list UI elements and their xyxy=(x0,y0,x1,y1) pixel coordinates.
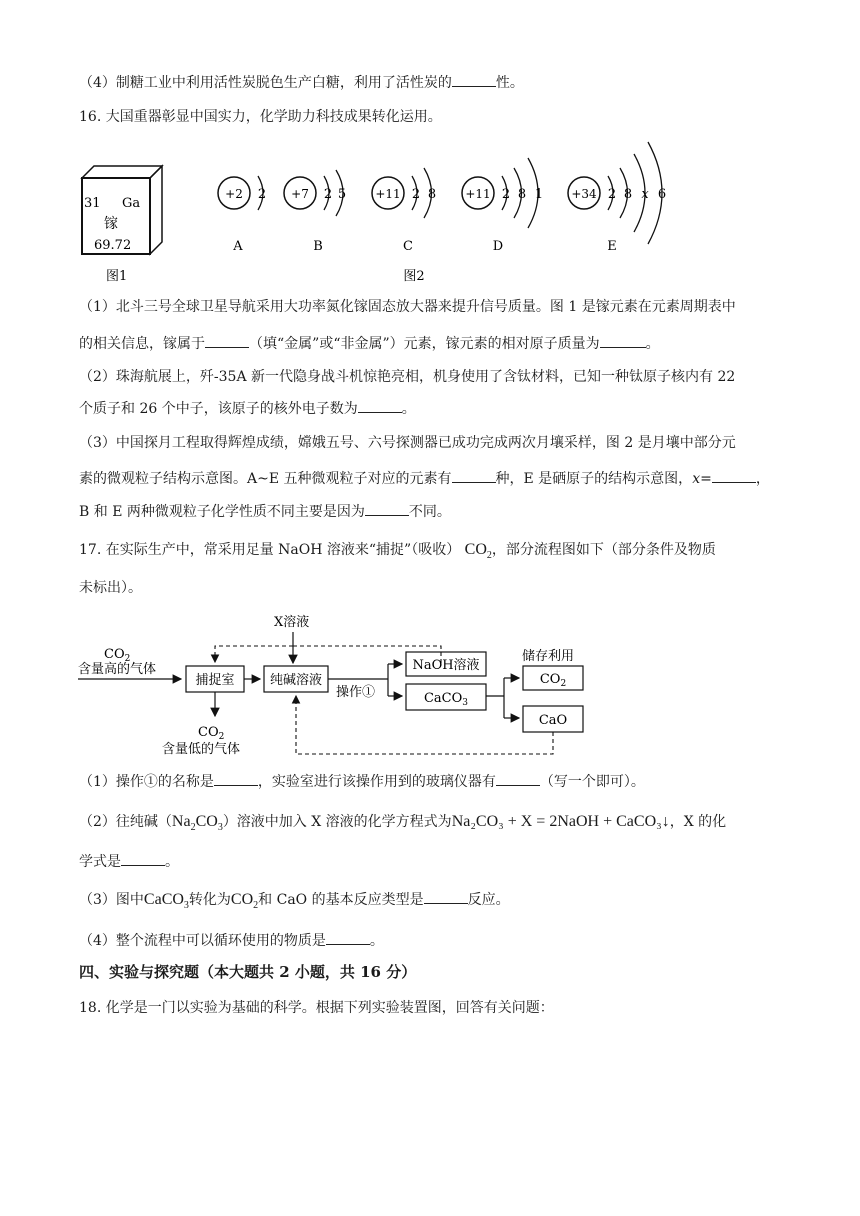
formula-caco3: CaCO$_3$ xyxy=(143,891,189,912)
naoh-solution-label: NaOH溶液 xyxy=(412,658,480,673)
text: 转化为 xyxy=(188,892,231,908)
element-number: 31 xyxy=(84,196,101,211)
answer-blank[interactable] xyxy=(214,771,258,786)
caco3-label: CaCO$_3$ xyxy=(423,691,469,708)
atom-b-label: B xyxy=(313,239,323,254)
text: （填“金属”或“非金属”）元素，镓元素的相对原子质量为 xyxy=(249,336,600,352)
text: ，部分流程图如下（部分条件及物质 xyxy=(491,542,716,558)
atom-d-shell-2: 8 xyxy=(517,187,527,202)
answer-blank[interactable] xyxy=(121,851,165,866)
formula-na2co3: $Na_2CO_3$ xyxy=(171,813,223,834)
variable-x: x xyxy=(692,471,701,487)
fig2-caption: 图2 xyxy=(403,269,425,284)
q16-part1-line1: （1）北斗三号全球卫星导航采用大功率氮化镓固态放大器来提升信号质量。图 1 是镓元素在元素周期表中 xyxy=(79,299,736,315)
answer-blank[interactable] xyxy=(452,72,496,87)
atom-e-label: E xyxy=(607,239,617,254)
atom-d-nucleus: +11 xyxy=(465,187,491,201)
answer-blank[interactable] xyxy=(205,333,249,348)
atom-a-nucleus: +2 xyxy=(225,187,243,201)
cao-box-label: CaO xyxy=(538,713,568,728)
atom-e-shell-2: 8 xyxy=(623,187,633,202)
answer-blank[interactable] xyxy=(452,468,496,483)
atom-e-nucleus: +34 xyxy=(571,187,597,201)
q16-figures xyxy=(70,138,690,288)
atom-d-shell-1: 2 xyxy=(501,187,511,202)
q17-part3 xyxy=(79,889,510,916)
text: Na xyxy=(171,813,191,830)
atom-c-label: C xyxy=(403,239,413,254)
storage-label: 储存利用 xyxy=(522,649,575,664)
atom-c-nucleus: +11 xyxy=(375,187,401,201)
text: ，X 的化 xyxy=(669,814,727,830)
text: 的相关信息，镓属于 xyxy=(79,336,205,352)
q15-part4 xyxy=(79,72,524,93)
atom-d-label: D xyxy=(492,239,504,254)
text: ， xyxy=(755,471,770,487)
answer-blank[interactable] xyxy=(326,930,370,945)
atom-b-shell-1: 2 xyxy=(323,187,333,202)
atom-a xyxy=(218,176,266,254)
answer-blank[interactable] xyxy=(358,398,402,413)
text: 反应。 xyxy=(467,892,510,908)
atom-c-shell-2: 8 xyxy=(427,187,437,202)
answer-blank[interactable] xyxy=(600,333,646,348)
atom-c xyxy=(372,168,436,254)
q17-part2-line1 xyxy=(79,812,726,838)
input-co2: $CO_2$ xyxy=(104,647,131,664)
text: ）溶液中加入 X 溶液的化学方程式为 xyxy=(222,814,452,830)
text: 不同。 xyxy=(408,504,451,520)
equation: Na₂CO₃ + X = 2NaOH + CaCO₃↓ xyxy=(451,813,670,830)
formula-co2: $CO_2$ xyxy=(230,891,259,912)
q16-part1-line2 xyxy=(79,333,660,354)
q16-part3-line2 xyxy=(79,468,770,489)
text: CO xyxy=(230,891,254,908)
text: （3）图中 xyxy=(79,892,144,908)
atom-d-shell-3: 1 xyxy=(534,187,544,202)
text: 个质子和 26 个中子，该原子的核外电子数为 xyxy=(79,401,358,417)
atom-b-nucleus: +7 xyxy=(291,187,309,201)
atom-b-shell-2: 5 xyxy=(337,187,347,202)
section-4-heading: 四、实验与探究题（本大题共 2 小题，共 16 分） xyxy=(79,963,417,981)
answer-blank[interactable] xyxy=(424,889,468,904)
atom-a-label: A xyxy=(233,239,243,254)
element-mass: 69.72 xyxy=(94,238,132,253)
q17-stem-line1 xyxy=(79,540,716,566)
text: CO xyxy=(195,813,218,830)
atom-b xyxy=(284,170,346,254)
atom-c-shell-1: 2 xyxy=(411,187,421,202)
text: 种，E 是硒原子的结构示意图， xyxy=(495,471,693,487)
q16-part3-line3 xyxy=(79,501,451,522)
text: ，实验室进行该操作用到的玻璃仪器有 xyxy=(257,774,496,790)
atom-e-shell-1: 2 xyxy=(607,187,617,202)
q16-part2-line1: （2）珠海航展上，歼-35A 新一代隐身战斗机惊艳亮相，机身使用了含钛材料，已知一种钛原子核内有 22 xyxy=(79,369,736,385)
fig1-caption: 图1 xyxy=(106,269,128,284)
q16-stem: 16. 大国重器彰显中国实力，化学助力科技成果转化运用。 xyxy=(79,109,442,125)
text: 素的微观粒子结构示意图。A~E 五种微观粒子对应的元素有 xyxy=(79,471,452,487)
text: = xyxy=(700,471,712,487)
input-label: 含量高的气体 xyxy=(78,662,157,677)
element-cell-ga xyxy=(82,166,162,254)
answer-blank[interactable] xyxy=(365,501,409,516)
q16-part2-line2 xyxy=(79,398,416,419)
text: CaCO xyxy=(143,891,184,908)
text: 。 xyxy=(401,401,416,417)
soda-solution-label: 纯碱溶液 xyxy=(269,673,323,688)
text: 。 xyxy=(165,854,179,870)
atom-d xyxy=(462,158,543,254)
q15-part4-after: 性。 xyxy=(495,75,524,91)
text: （1）操作①的名称是 xyxy=(79,774,214,790)
answer-blank[interactable] xyxy=(496,771,540,786)
output-label: 含量低的气体 xyxy=(162,742,241,757)
x-solution-label: X溶液 xyxy=(274,615,310,630)
atom-a-shell-1: 2 xyxy=(257,187,267,202)
q17-part4 xyxy=(79,930,384,951)
text: 。 xyxy=(645,336,660,352)
text: 和 CaO 的基本反应类型是 xyxy=(258,892,424,908)
answer-blank[interactable] xyxy=(712,468,756,483)
atom-e-shell-4: 6 xyxy=(657,187,667,202)
q15-part4-text: （4）制糖工业中利用活性炭脱色生产白糖，利用了活性炭的 xyxy=(79,75,452,91)
capture-chamber-label: 捕捉室 xyxy=(195,673,235,688)
text: （2）往纯碱（ xyxy=(79,814,172,830)
output-co2: $CO_2$ xyxy=(198,725,225,742)
q17-part1 xyxy=(79,771,645,792)
formula-co2: $CO_2$ xyxy=(464,541,492,562)
atom-e-shell-3: x xyxy=(641,187,649,202)
text: （4）整个流程中可以循环使用的物质是 xyxy=(79,933,326,949)
text: B 和 E 两种微观粒子化学性质不同主要是因为 xyxy=(79,504,365,520)
text: CO xyxy=(464,541,487,558)
q16-part3-line1: （3）中国探月工程取得辉煌成绩，嫦娥五号、六号探测器已成功完成两次月壤采样，图 2 是月壤中部分元 xyxy=(79,435,736,451)
q17-part2-line2 xyxy=(79,851,179,872)
atom-e xyxy=(568,142,666,254)
text: 学式是 xyxy=(79,854,121,870)
text: （写一个即可）。 xyxy=(539,774,645,790)
element-name: 镓 xyxy=(104,216,118,232)
operation-1-label: 操作① xyxy=(336,685,376,700)
text: 17. 在实际生产中，常采用足量 NaOH 溶液来“捕捉”（吸收） xyxy=(79,542,461,558)
q17-stem-line2: 未标出）。 xyxy=(79,580,142,596)
text: 。 xyxy=(369,933,384,949)
q18-stem: 18. 化学是一门以实验为基础的科学。根据下列实验装置图，回答有关问题： xyxy=(79,1000,554,1016)
co2-box-label: $CO_2$ xyxy=(539,672,567,689)
element-symbol: Ga xyxy=(122,196,141,211)
q17-flowchart xyxy=(76,608,596,760)
